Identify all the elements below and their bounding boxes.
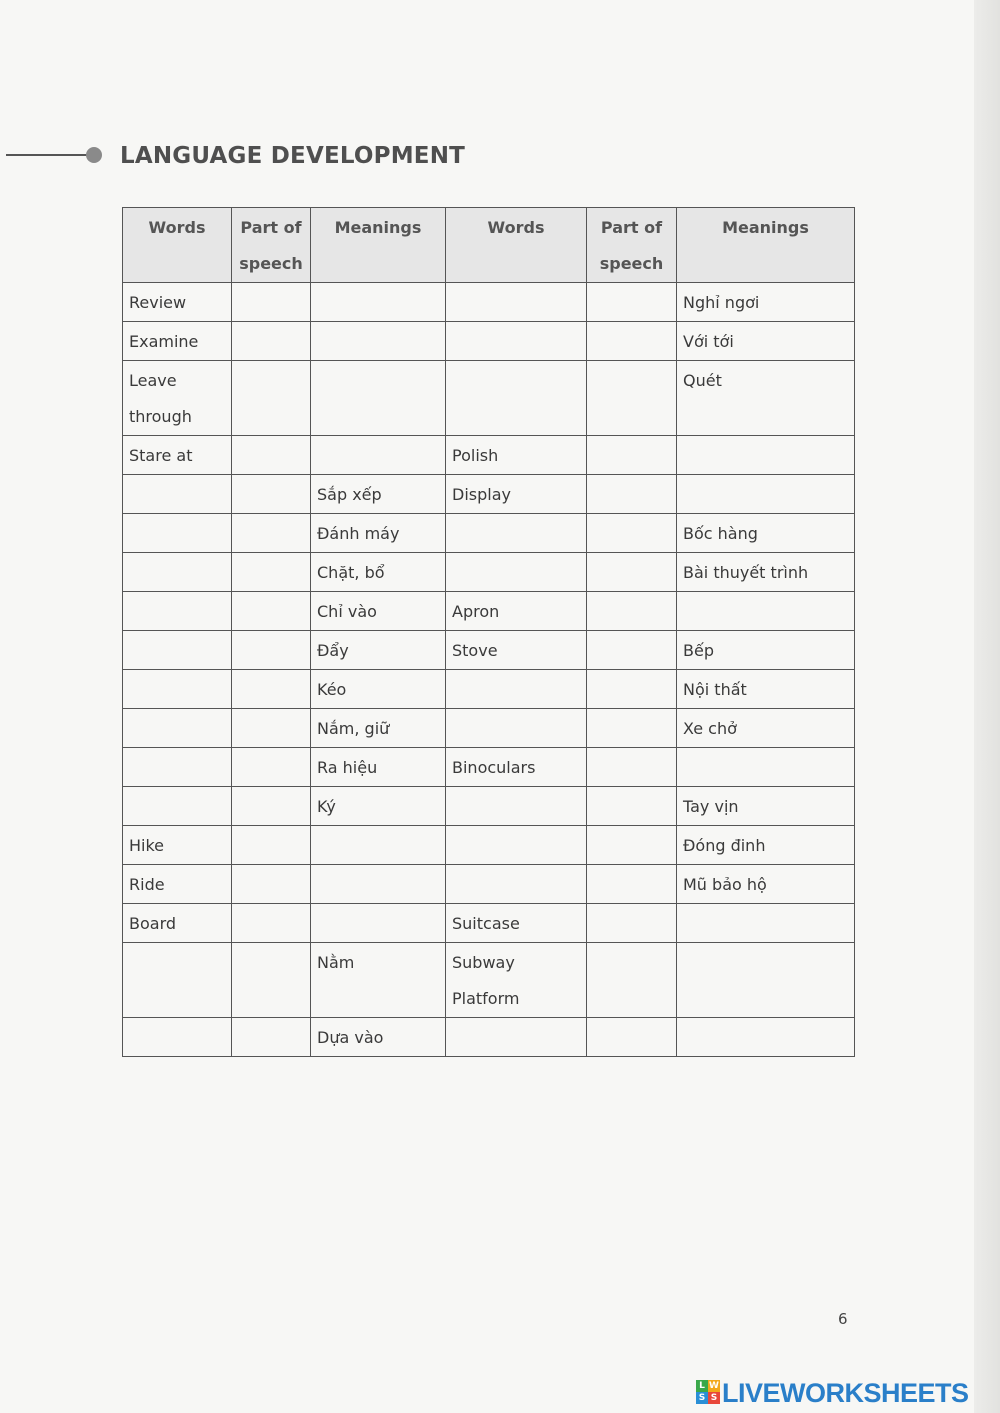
meaning-cell: Dựa vào [311, 1018, 446, 1057]
blank-meaning-cell[interactable] [311, 865, 446, 904]
blank-part-of-speech-cell[interactable] [587, 865, 677, 904]
blank-part-of-speech-cell[interactable] [587, 553, 677, 592]
header-meanings: Meanings [677, 208, 855, 283]
word-cell: Suitcase [446, 904, 587, 943]
blank-part-of-speech-cell[interactable] [587, 592, 677, 631]
meaning-cell: Ký [311, 787, 446, 826]
blank-word-cell[interactable] [446, 826, 587, 865]
table-row [123, 865, 855, 904]
table-row [123, 322, 855, 361]
blank-part-of-speech-cell[interactable] [232, 1018, 311, 1057]
blank-part-of-speech-cell[interactable] [232, 283, 311, 322]
table-row [123, 514, 855, 553]
meaning-cell: Đánh máy [311, 514, 446, 553]
table-row [123, 670, 855, 709]
liveworksheets-logo-icon: L W S S [696, 1380, 720, 1404]
vocabulary-table [122, 207, 855, 1057]
blank-part-of-speech-cell[interactable] [587, 787, 677, 826]
blank-part-of-speech-cell[interactable] [232, 943, 311, 1018]
meaning-cell: Với tới [677, 322, 855, 361]
meaning-cell: Chặt, bổ [311, 553, 446, 592]
header-part-of-speech: Part of speech [587, 208, 677, 283]
blank-part-of-speech-cell[interactable] [587, 709, 677, 748]
table-body [123, 283, 855, 1057]
page-number: 6 [838, 1310, 848, 1328]
meaning-cell: Nắm, giữ [311, 709, 446, 748]
blank-meaning-cell[interactable] [677, 475, 855, 514]
blank-part-of-speech-cell[interactable] [587, 904, 677, 943]
blank-meaning-cell[interactable] [677, 904, 855, 943]
blank-part-of-speech-cell[interactable] [232, 553, 311, 592]
blank-word-cell[interactable] [123, 514, 232, 553]
blank-part-of-speech-cell[interactable] [232, 475, 311, 514]
table-row [123, 475, 855, 514]
meaning-cell: Mũ bảo hộ [677, 865, 855, 904]
meaning-cell: Tay vịn [677, 787, 855, 826]
blank-meaning-cell[interactable] [311, 361, 446, 436]
table-row [123, 943, 855, 1018]
blank-word-cell[interactable] [123, 592, 232, 631]
blank-word-cell[interactable] [446, 361, 587, 436]
blank-part-of-speech-cell[interactable] [232, 787, 311, 826]
blank-part-of-speech-cell[interactable] [587, 943, 677, 1018]
blank-meaning-cell[interactable] [677, 748, 855, 787]
blank-part-of-speech-cell[interactable] [232, 436, 311, 475]
table-row [123, 436, 855, 475]
blank-part-of-speech-cell[interactable] [587, 322, 677, 361]
blank-part-of-speech-cell[interactable] [587, 361, 677, 436]
blank-part-of-speech-cell[interactable] [587, 1018, 677, 1057]
word-cell: Stove [446, 631, 587, 670]
liveworksheets-brand[interactable] [696, 1376, 996, 1410]
brand-name: LIVEWORKSHEETS [722, 1378, 969, 1408]
word-cell: Hike [123, 826, 232, 865]
word-cell: Ride [123, 865, 232, 904]
blank-word-cell[interactable] [446, 865, 587, 904]
meaning-cell: Nằm [311, 943, 446, 1018]
header-rule [6, 154, 90, 156]
word-cell: Stare at [123, 436, 232, 475]
blank-meaning-cell[interactable] [311, 322, 446, 361]
table-row [123, 1018, 855, 1057]
word-cell: Apron [446, 592, 587, 631]
word-cell: Leave through [123, 361, 232, 436]
blank-meaning-cell[interactable] [311, 904, 446, 943]
table-row [123, 787, 855, 826]
table-row [123, 904, 855, 943]
blank-word-cell[interactable] [446, 787, 587, 826]
meaning-cell: Đẩy [311, 631, 446, 670]
blank-part-of-speech-cell[interactable] [232, 904, 311, 943]
table-row [123, 709, 855, 748]
blank-meaning-cell[interactable] [677, 943, 855, 1018]
blank-part-of-speech-cell[interactable] [232, 592, 311, 631]
blank-part-of-speech-cell[interactable] [232, 826, 311, 865]
blank-meaning-cell[interactable] [677, 592, 855, 631]
meaning-cell: Bài thuyết trình [677, 553, 855, 592]
table-row [123, 631, 855, 670]
blank-word-cell[interactable] [123, 670, 232, 709]
blank-meaning-cell[interactable] [311, 436, 446, 475]
page-edge-shadow [974, 0, 1000, 1413]
blank-word-cell[interactable] [446, 283, 587, 322]
blank-part-of-speech-cell[interactable] [587, 670, 677, 709]
blank-word-cell[interactable] [123, 631, 232, 670]
blank-part-of-speech-cell[interactable] [232, 322, 311, 361]
meaning-cell: Ra hiệu [311, 748, 446, 787]
blank-word-cell[interactable] [446, 1018, 587, 1057]
blank-meaning-cell[interactable] [677, 436, 855, 475]
blank-word-cell[interactable] [446, 709, 587, 748]
table-row [123, 592, 855, 631]
blank-word-cell[interactable] [123, 943, 232, 1018]
meaning-cell: Xe chở [677, 709, 855, 748]
blank-word-cell[interactable] [123, 787, 232, 826]
blank-part-of-speech-cell[interactable] [232, 361, 311, 436]
blank-meaning-cell[interactable] [677, 1018, 855, 1057]
header-meanings: Meanings [311, 208, 446, 283]
blank-part-of-speech-cell[interactable] [232, 631, 311, 670]
blank-part-of-speech-cell[interactable] [232, 514, 311, 553]
blank-word-cell[interactable] [123, 475, 232, 514]
blank-part-of-speech-cell[interactable] [587, 475, 677, 514]
blank-part-of-speech-cell[interactable] [232, 748, 311, 787]
blank-word-cell[interactable] [123, 1018, 232, 1057]
blank-part-of-speech-cell[interactable] [232, 865, 311, 904]
blank-word-cell[interactable] [446, 553, 587, 592]
word-cell: Board [123, 904, 232, 943]
blank-part-of-speech-cell[interactable] [587, 826, 677, 865]
word-cell: Binoculars [446, 748, 587, 787]
table-row [123, 361, 855, 436]
blank-part-of-speech-cell[interactable] [232, 670, 311, 709]
blank-word-cell[interactable] [123, 709, 232, 748]
word-cell: Subway Platform [446, 943, 587, 1018]
blank-word-cell[interactable] [446, 670, 587, 709]
meaning-cell: Nội thất [677, 670, 855, 709]
meaning-cell: Bốc hàng [677, 514, 855, 553]
blank-word-cell[interactable] [123, 748, 232, 787]
bullet-icon [86, 147, 102, 163]
word-cell: Polish [446, 436, 587, 475]
blank-meaning-cell[interactable] [311, 826, 446, 865]
blank-part-of-speech-cell[interactable] [587, 631, 677, 670]
table-row [123, 553, 855, 592]
meaning-cell: Sắp xếp [311, 475, 446, 514]
meaning-cell: Đóng đinh [677, 826, 855, 865]
header-words: Words [123, 208, 232, 283]
word-cell: Review [123, 283, 232, 322]
section-header [0, 140, 600, 172]
blank-part-of-speech-cell[interactable] [232, 709, 311, 748]
blank-part-of-speech-cell[interactable] [587, 436, 677, 475]
table-row [123, 283, 855, 322]
section-title: LANGUAGE DEVELOPMENT [120, 143, 466, 169]
blank-word-cell[interactable] [446, 322, 587, 361]
meaning-cell: Nghỉ ngơi [677, 283, 855, 322]
meaning-cell: Quét [677, 361, 855, 436]
blank-meaning-cell[interactable] [311, 283, 446, 322]
meaning-cell: Chỉ vào [311, 592, 446, 631]
blank-word-cell[interactable] [446, 514, 587, 553]
meaning-cell: Bếp [677, 631, 855, 670]
table-row [123, 748, 855, 787]
header-part-of-speech: Part of speech [232, 208, 311, 283]
header-words: Words [446, 208, 587, 283]
word-cell: Display [446, 475, 587, 514]
table-header-row [123, 208, 855, 283]
blank-part-of-speech-cell[interactable] [587, 748, 677, 787]
blank-part-of-speech-cell[interactable] [587, 514, 677, 553]
blank-part-of-speech-cell[interactable] [587, 283, 677, 322]
meaning-cell: Kéo [311, 670, 446, 709]
table-row [123, 826, 855, 865]
blank-word-cell[interactable] [123, 553, 232, 592]
word-cell: Examine [123, 322, 232, 361]
